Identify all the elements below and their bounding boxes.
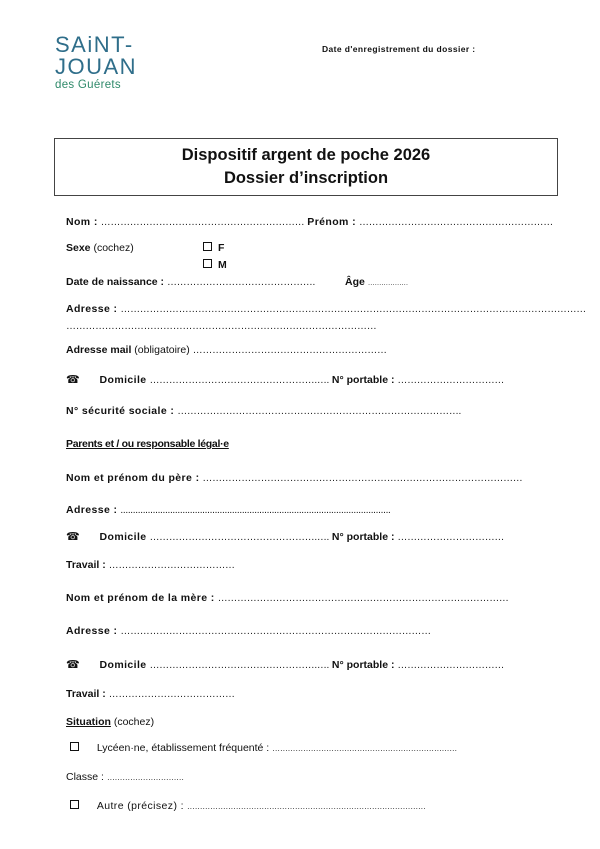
mother-phone-row xyxy=(66,658,504,671)
mother-travail-field[interactable]: ………………………………… xyxy=(108,689,235,700)
father-name-field[interactable]: ……………………………………………………………………………………… xyxy=(202,473,523,484)
mail-row xyxy=(66,344,387,356)
naissance-field[interactable]: ………………………………………. xyxy=(166,277,315,288)
option-m-label: M xyxy=(218,259,227,271)
mother-name-row xyxy=(66,592,509,604)
autre-label: Autre (précisez) : xyxy=(96,800,184,812)
logo-line3: des Guérets xyxy=(55,79,121,91)
father-name-label: Nom et prénom du père : xyxy=(66,472,200,484)
option-m[interactable] xyxy=(203,259,227,271)
father-travail-row xyxy=(66,559,235,571)
checkbox-f[interactable] xyxy=(203,242,212,251)
situation-label: Situation xyxy=(66,716,111,728)
father-portable-field[interactable]: …………………………… xyxy=(397,532,505,543)
logo-line1: SAiNT- xyxy=(55,32,134,57)
portable-field[interactable]: …………………………… xyxy=(397,375,505,386)
lyceen-row xyxy=(70,742,457,754)
registration-date-label: Date d'enregistrement du dossier : xyxy=(322,44,476,54)
option-f[interactable] xyxy=(203,242,224,254)
phone-row xyxy=(66,373,504,386)
logo xyxy=(55,34,137,91)
mother-adresse-label: Adresse : xyxy=(66,625,118,637)
father-travail-label: Travail : xyxy=(66,559,106,571)
nom-field[interactable]: ……………………………………………………… xyxy=(100,217,305,228)
naissance-row xyxy=(66,276,315,288)
mother-phone-icon: ☎ xyxy=(66,659,80,671)
naissance-label: Date de naissance : xyxy=(66,276,165,288)
nom-label: Nom : xyxy=(66,216,98,228)
classe-row xyxy=(66,771,184,783)
domicile-field[interactable]: …………………………………………….…. xyxy=(149,375,329,386)
mother-travail-label: Travail : xyxy=(66,688,106,700)
checkbox-lyceen[interactable] xyxy=(70,742,79,751)
mother-name-field[interactable]: ……………………………………………………………………………… xyxy=(217,593,509,604)
nom-row xyxy=(66,216,553,228)
lyceen-field[interactable]: ……………………………………………………………… xyxy=(272,744,457,753)
father-travail-field[interactable]: ………………………………… xyxy=(108,560,235,571)
prenom-label: Prénom : xyxy=(307,216,357,228)
mail-label: Adresse mail xyxy=(66,344,132,356)
prenom-field[interactable]: …………………………………………………… xyxy=(358,217,553,228)
mail-field[interactable]: …………………………………………………… xyxy=(192,345,387,356)
father-phone-row xyxy=(66,530,504,543)
mother-portable-label: N° portable : xyxy=(331,659,395,671)
mother-name-label: Nom et prénom de la mère : xyxy=(66,592,215,604)
parents-heading: Parents et / ou responsable légal·e xyxy=(66,438,229,450)
sexe-row xyxy=(66,242,134,254)
father-domicile-field[interactable]: …………………………………………….…. xyxy=(149,532,329,543)
father-name-row xyxy=(66,472,523,484)
mail-hint: (obligatoire) xyxy=(134,344,190,356)
sexe-label: Sexe xyxy=(66,242,91,254)
age-row xyxy=(345,276,408,288)
age-field[interactable]: ……………… xyxy=(367,280,408,287)
adresse-field-1[interactable]: ……………………………………………………………………………………………………………………………… xyxy=(120,304,586,315)
title-line2: Dossier d’inscription xyxy=(223,169,389,187)
autre-row xyxy=(70,800,426,812)
father-phone-icon: ☎ xyxy=(66,531,80,543)
classe-label: Classe : xyxy=(66,771,104,783)
mother-domicile-field[interactable]: …………………………………………….…. xyxy=(149,660,329,671)
checkbox-autre[interactable] xyxy=(70,800,79,809)
logo-line2: JOUAN xyxy=(55,54,138,79)
autre-field[interactable]: ………………………………………………………………………………… xyxy=(186,802,426,811)
title-line1: Dispositif argent de poche 2026 xyxy=(181,146,431,164)
secu-label: N° sécurité sociale : xyxy=(66,405,175,417)
sexe-hint: (cochez) xyxy=(93,242,134,254)
father-portable-label: N° portable : xyxy=(331,531,395,543)
adresse-row-2 xyxy=(66,320,376,332)
mother-adresse-field[interactable]: …………………………………………………………………………………… xyxy=(120,626,431,637)
father-domicile-label: Domicile xyxy=(99,531,147,543)
secu-field[interactable]: ……………………………………………………………………………. xyxy=(177,406,462,417)
domicile-label: Domicile xyxy=(99,374,147,386)
mother-domicile-label: Domicile xyxy=(99,659,147,671)
portable-label: N° portable : xyxy=(331,374,395,386)
adresse-row xyxy=(66,303,586,315)
age-label: Âge xyxy=(345,276,365,288)
father-adresse-row xyxy=(66,504,391,516)
classe-field[interactable]: ………………………… xyxy=(106,773,184,782)
lyceen-label: Lycéen·ne, établissement fréquenté : xyxy=(96,742,270,754)
situation-row xyxy=(66,716,154,728)
title-box xyxy=(54,138,558,196)
option-f-label: F xyxy=(218,242,225,254)
mother-travail-row xyxy=(66,688,235,700)
mother-adresse-row xyxy=(66,625,431,637)
situation-hint: (cochez) xyxy=(113,716,155,728)
adresse-label: Adresse : xyxy=(66,303,118,315)
mother-portable-field[interactable]: …………………………… xyxy=(397,660,505,671)
father-adresse-label: Adresse : xyxy=(66,504,118,516)
phone-icon: ☎ xyxy=(66,374,80,386)
checkbox-m[interactable] xyxy=(203,259,212,268)
father-adresse-field[interactable]: ............................................................................................................. xyxy=(120,505,391,516)
adresse-field-2[interactable]: …………………………………………………………………………………… xyxy=(66,321,377,332)
secu-row xyxy=(66,405,461,417)
